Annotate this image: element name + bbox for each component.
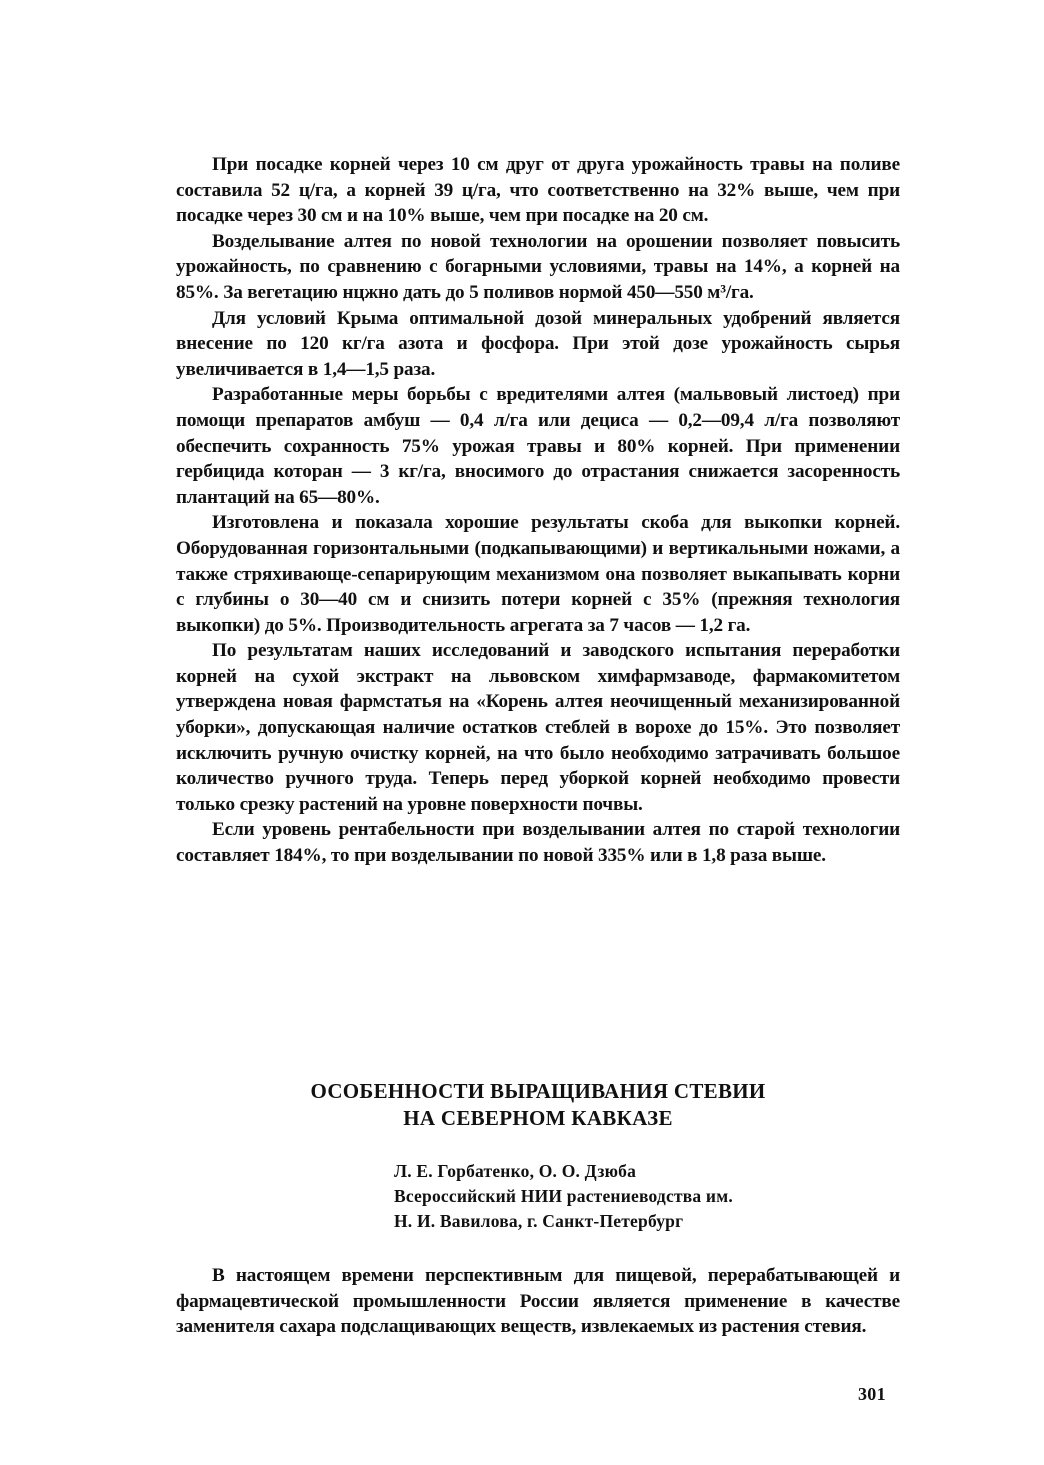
article-title: [176, 1078, 900, 1132]
article-title-line-1: ОСОБЕННОСТИ ВЫРАЩИВАНИЯ СТЕВИИ: [310, 1079, 766, 1103]
article-body-continued: [176, 152, 900, 869]
paragraph-processing: По результатам наших исследований и заводского испытания переработки корней на сухой экстракт на львовском химфармзаводе, фармакомитетом утверждена новая фармстатья на «Корень алтея неочищенный механизированной уборки», допускающая наличие остатков стеблей в ворохе до 15%. Это позволяет исключить ручную очистку корней, на что было необходимо затрачивать большое количество ручного труда. Теперь перед уборкой корней необходимо провести только срезку растений на уровне поверхности почвы.: [176, 640, 900, 815]
page-number: 301: [858, 1384, 886, 1404]
article-body-intro: [176, 1263, 900, 1340]
article-authors: Л. Е. Горбатенко, О. О. Дзюба: [394, 1161, 637, 1181]
paragraph-irrigation: Возделывание алтея по новой технологии на орошении позволяет повысить урожайность, по сравнению с богарными условиями, травы на 14%, а корней на 85%. За вегетацию нцжно дать до 5 поливов нормой 450—550 м³/га.: [176, 230, 900, 303]
article-title-line-2: НА СЕВЕРНОМ КАВКАЗЕ: [403, 1106, 673, 1130]
article-affiliation-line-2: Н. И. Вавилова, г. Санкт-Петербург: [394, 1211, 684, 1231]
paragraph-pest-control: Разработанные меры борьбы с вредителями алтея (мальвовый листоед) при помощи препаратов амбуш — 0,4 л/га или дециса — 0,2—09,4 л/га позволяют обеспечить сохранность 75% урожая травы и 80% корней. При применении гербицида которан — 3 кг/га, вносимого до отрастания снижается засоренность плантаций на 65—80%.: [176, 384, 900, 508]
article-byline: [394, 1159, 733, 1234]
paragraph-digging-tool: Изготовлена и показала хорошие результаты скоба для выкопки корней. Оборудованная горизонтальными (подкапывающими) и вертикальными ножами, а также стряхивающе-сепарирующим механизмом она позволяет выкапывать корни с глубины о 30—40 см и снизить потери корней с 35% (прежняя технология выкопки) до 5%. Производительность агрегата за 7 часов — 1,2 га.: [176, 512, 900, 636]
paragraph-root-spacing: При посадке корней через 10 см друг от друга урожайность травы на поливе составила 52 ц/га, а корней 39 ц/га, что соответственно на 32% выше, чем при посадке через 30 см и на 10% выше, чем при посадке на 20 см.: [176, 154, 900, 227]
paragraph-profitability: Если уровень рентабельности при возделывании алтея по старой технологии составляет 184%, то при возделывании по новой 335% или в 1,8 раза выше.: [176, 819, 900, 867]
article-affiliation-line-1: Всероссийский НИИ растениеводства им.: [394, 1186, 733, 1206]
paragraph-intro: В настоящем времени перспективным для пищевой, перерабатывающей и фармацевтической промышленности России является применение в качестве заменителя сахара подслащивающих веществ, извлекаемых из растения стевия.: [176, 1265, 900, 1338]
paragraph-fertilizer: Для условий Крыма оптимальной дозой минеральных удобрений является внесение по 120 кг/га азота и фосфора. При этой дозе урожайность сырья увеличивается в 1,4—1,5 раза.: [176, 307, 900, 380]
